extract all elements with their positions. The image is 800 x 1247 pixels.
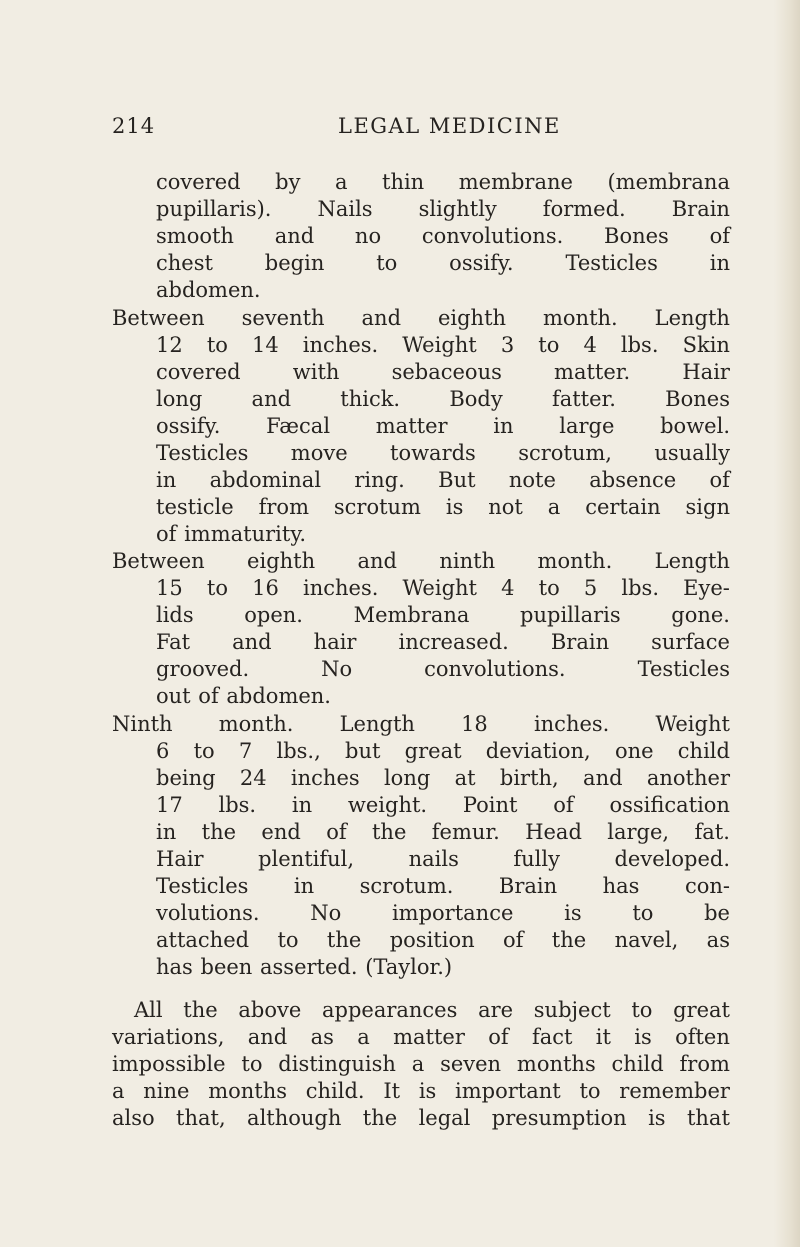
word: in <box>156 468 177 492</box>
word: important <box>455 1079 561 1103</box>
word: of <box>709 224 730 248</box>
word: sign <box>685 495 730 519</box>
word: fact <box>531 1025 573 1049</box>
word: end <box>261 820 301 844</box>
word: distinguish <box>278 1052 396 1076</box>
word: asserted. <box>260 955 366 979</box>
word: and <box>232 630 272 654</box>
word: it <box>595 1025 611 1049</box>
word: Length <box>339 712 415 736</box>
word: plentiful, <box>258 847 355 871</box>
word: long <box>156 387 203 411</box>
word: the <box>201 820 237 844</box>
word: seven <box>440 1052 502 1076</box>
word: although <box>247 1106 342 1130</box>
word: is <box>418 1079 437 1103</box>
word: ossify. <box>449 251 514 275</box>
word: and <box>357 549 398 573</box>
word: Membrana <box>353 603 470 627</box>
word: to <box>206 576 228 600</box>
word: in <box>709 251 730 275</box>
word: Eye- <box>683 576 730 600</box>
word: 17 <box>156 793 183 817</box>
word: child. <box>305 1079 365 1103</box>
word: in <box>493 414 514 438</box>
word: immaturity. <box>184 522 307 546</box>
word: importance <box>391 901 514 925</box>
word: Hair <box>156 847 204 871</box>
text-line <box>156 737 730 765</box>
word: formed. <box>542 197 626 221</box>
word: smooth <box>156 224 234 248</box>
word: months <box>208 1079 288 1103</box>
word: Point <box>462 793 518 817</box>
word: Fat <box>156 630 191 654</box>
word: chest <box>156 251 213 275</box>
word: developed. <box>614 847 730 871</box>
text-line <box>156 926 730 954</box>
word: large <box>559 414 615 438</box>
word: ossification <box>609 793 730 817</box>
text-line <box>156 628 730 656</box>
word: scrotum <box>333 495 421 519</box>
word: as <box>706 928 730 952</box>
word: in <box>156 820 177 844</box>
word: Body <box>449 387 503 411</box>
word: presumption <box>491 1106 627 1130</box>
word: the <box>326 928 362 952</box>
text-line <box>156 249 730 277</box>
word: 4 <box>583 333 597 357</box>
word: open. <box>244 603 303 627</box>
word: Between <box>112 306 205 330</box>
word: inches. <box>302 576 379 600</box>
word: Weight <box>402 333 477 357</box>
word: Testicles <box>156 441 249 465</box>
word: of <box>156 522 185 546</box>
word: not <box>488 495 523 519</box>
word: 7 <box>238 739 253 763</box>
text-line <box>156 872 730 900</box>
word: membrane <box>458 170 573 194</box>
page-edge-shadow <box>774 0 800 1247</box>
word: is <box>634 1025 652 1049</box>
word: and <box>274 224 315 248</box>
word: (membrana <box>607 170 730 194</box>
text-line <box>156 439 730 467</box>
word: out <box>156 684 199 708</box>
word: of <box>488 1025 509 1049</box>
word: legal <box>418 1106 471 1130</box>
word: femur. <box>431 820 500 844</box>
text-line <box>156 601 730 629</box>
word: slightly <box>418 197 497 221</box>
word: grooved. <box>156 657 250 681</box>
word: con- <box>684 874 730 898</box>
word: a <box>112 1079 125 1103</box>
text-line <box>112 1050 730 1078</box>
word: inches <box>290 766 360 790</box>
word: abdomen. <box>156 278 261 302</box>
word: a <box>334 170 348 194</box>
word: month. <box>542 306 618 330</box>
word: convolutions. <box>421 224 564 248</box>
word: to <box>579 1079 601 1103</box>
word: Length <box>654 549 730 573</box>
word: is <box>445 495 464 519</box>
text-line <box>156 385 730 413</box>
word: is <box>564 901 582 925</box>
word: to <box>241 1052 263 1076</box>
word: position <box>389 928 475 952</box>
word: volutions. <box>156 901 260 925</box>
word: matter <box>393 1025 465 1049</box>
word: Weight <box>655 712 730 736</box>
word: of <box>502 928 524 952</box>
word: a <box>547 495 561 519</box>
word: testicle <box>156 495 234 519</box>
word: of <box>709 468 730 492</box>
text-line <box>112 547 730 575</box>
word: But <box>438 468 476 492</box>
text-line <box>156 791 730 819</box>
word: Nails <box>317 197 373 221</box>
word: lbs. <box>621 576 660 600</box>
word: the <box>551 928 587 952</box>
word: of <box>326 820 347 844</box>
word: one <box>614 739 654 763</box>
word: 5 <box>583 576 598 600</box>
word: often <box>675 1025 730 1049</box>
word: lids <box>156 603 194 627</box>
word: been <box>200 955 260 979</box>
word: Testicles <box>565 251 658 275</box>
word: with <box>292 360 340 384</box>
word: 15 <box>156 576 183 600</box>
word: the <box>362 1106 398 1130</box>
word: convolutions. <box>424 657 566 681</box>
word: All <box>134 998 163 1022</box>
word: certain <box>585 495 661 519</box>
word: matter <box>375 414 448 438</box>
word: to <box>277 928 299 952</box>
word: abdominal <box>209 468 322 492</box>
word: increased. <box>398 630 509 654</box>
word: that <box>686 1106 730 1130</box>
word: 14 <box>251 333 279 357</box>
word: Testicles <box>156 874 249 898</box>
word: bowel. <box>660 414 730 438</box>
word: inches. <box>533 712 610 736</box>
text-line <box>156 655 730 683</box>
word: and <box>247 1025 288 1049</box>
page-number: 214 <box>112 114 156 138</box>
word: 12 <box>156 333 183 357</box>
word: Bones <box>604 224 669 248</box>
word: Brain <box>671 197 730 221</box>
word: to <box>538 333 560 357</box>
word: impossible <box>112 1052 226 1076</box>
word: note <box>508 468 556 492</box>
word: Skin <box>682 333 730 357</box>
word: 4 <box>501 576 515 600</box>
text-line <box>156 331 730 359</box>
text-line <box>156 818 730 846</box>
word: Weight <box>402 576 477 600</box>
word: as <box>310 1025 334 1049</box>
word: 6 <box>156 739 170 763</box>
word: above <box>238 998 302 1022</box>
word: 24 <box>239 766 267 790</box>
word: 16 <box>252 576 279 600</box>
word: 18 <box>461 712 488 736</box>
word: fat. <box>694 820 730 844</box>
word: to <box>206 333 228 357</box>
word: of <box>553 793 574 817</box>
word: child <box>611 1052 664 1076</box>
word: weight. <box>347 793 428 817</box>
word: month. <box>218 712 294 736</box>
word: from <box>258 495 309 519</box>
word: being <box>156 766 216 790</box>
word: seventh <box>241 306 325 330</box>
word: also <box>112 1106 155 1130</box>
word: subject <box>533 998 611 1022</box>
word: but <box>345 739 381 763</box>
word: thick. <box>340 387 401 411</box>
text-line <box>112 1023 730 1051</box>
word: covered <box>156 360 241 384</box>
word: to <box>538 576 560 600</box>
text-line <box>156 764 730 792</box>
word: long <box>383 766 431 790</box>
word: at <box>454 766 476 790</box>
word: great <box>404 739 462 763</box>
word: (Taylor.) <box>365 955 453 979</box>
text-line <box>112 1104 730 1132</box>
word: thin <box>382 170 425 194</box>
word: be <box>704 901 730 925</box>
word: scrotum, <box>518 441 612 465</box>
text-line <box>156 168 730 196</box>
word: pupillaris). <box>156 197 272 221</box>
word: months <box>516 1052 596 1076</box>
word: of <box>198 684 227 708</box>
word: Ninth <box>112 712 173 736</box>
word: in <box>291 793 313 817</box>
word: absence <box>589 468 677 492</box>
word: no <box>354 224 382 248</box>
word: Testicles <box>637 657 730 681</box>
word: eighth <box>247 549 316 573</box>
word: has <box>156 955 201 979</box>
word: to <box>631 998 653 1022</box>
word: ninth <box>439 549 496 573</box>
word: hair <box>313 630 357 654</box>
word: another <box>646 766 730 790</box>
word: pupillaris <box>520 603 621 627</box>
word: matter. <box>554 360 631 384</box>
running-title: LEGAL MEDICINE <box>338 114 561 138</box>
word: are <box>478 998 514 1022</box>
word: No <box>310 901 342 925</box>
word: lbs. <box>620 333 659 357</box>
word: in <box>293 874 315 898</box>
word: a <box>411 1052 425 1076</box>
word: covered <box>156 170 241 194</box>
word: Head <box>525 820 582 844</box>
word: the <box>371 820 407 844</box>
word: Bones <box>665 387 730 411</box>
word: Fæcal <box>266 414 331 438</box>
word: nails <box>408 847 459 871</box>
word: 3 <box>500 333 515 357</box>
word: child <box>677 739 730 763</box>
word: move <box>290 441 348 465</box>
word: eighth <box>437 306 507 330</box>
text-line <box>156 953 730 981</box>
word: sebaceous <box>391 360 502 384</box>
text-line <box>156 845 730 873</box>
text-line <box>156 574 730 602</box>
word: appearances <box>321 998 458 1022</box>
word: abdomen. <box>226 684 331 708</box>
text-line <box>156 276 730 304</box>
word: great <box>673 998 730 1022</box>
text-line <box>156 358 730 386</box>
word: Hair <box>682 360 730 384</box>
word: ossify. <box>156 414 221 438</box>
word: to <box>632 901 654 925</box>
text-line <box>156 222 730 250</box>
word: the <box>183 998 218 1022</box>
word: Length <box>654 306 730 330</box>
text-line <box>156 466 730 494</box>
word: large, <box>607 820 670 844</box>
word: month. <box>537 549 613 573</box>
word: has <box>602 874 640 898</box>
word: and <box>583 766 623 790</box>
word: navel, <box>614 928 679 952</box>
word: towards <box>390 441 476 465</box>
word: deviation, <box>485 739 591 763</box>
text-line <box>156 412 730 440</box>
word: remember <box>619 1079 730 1103</box>
word: It <box>383 1079 401 1103</box>
text-line <box>112 304 730 332</box>
word: and <box>361 306 402 330</box>
word: and <box>251 387 292 411</box>
word: fully <box>513 847 560 871</box>
word: to <box>376 251 398 275</box>
word: begin <box>264 251 325 275</box>
word: is <box>648 1106 666 1130</box>
text-line <box>134 996 730 1024</box>
text-line <box>156 899 730 927</box>
word: Brain <box>498 874 558 898</box>
word: to <box>193 739 215 763</box>
word: nine <box>143 1079 190 1103</box>
word: variations, <box>112 1025 225 1049</box>
text-line <box>156 520 730 548</box>
word: from <box>679 1052 730 1076</box>
word: usually <box>654 441 730 465</box>
text-line <box>156 195 730 223</box>
word: a <box>357 1025 370 1049</box>
word: surface <box>651 630 730 654</box>
word: inches. <box>302 333 379 357</box>
word: lbs. <box>218 793 257 817</box>
word: Between <box>112 549 205 573</box>
word: Brain <box>550 630 610 654</box>
text-line <box>156 493 730 521</box>
word: attached <box>156 928 250 952</box>
word: No <box>321 657 353 681</box>
word: that, <box>176 1106 226 1130</box>
text-line <box>112 710 730 738</box>
text-line <box>156 682 730 710</box>
text-line <box>112 1077 730 1105</box>
word: birth, <box>499 766 559 790</box>
word: ring. <box>354 468 405 492</box>
running-head <box>0 114 800 144</box>
word: lbs., <box>276 739 321 763</box>
word: scrotum. <box>359 874 454 898</box>
word: by <box>275 170 301 194</box>
word: gone. <box>671 603 730 627</box>
word: fatter. <box>551 387 616 411</box>
